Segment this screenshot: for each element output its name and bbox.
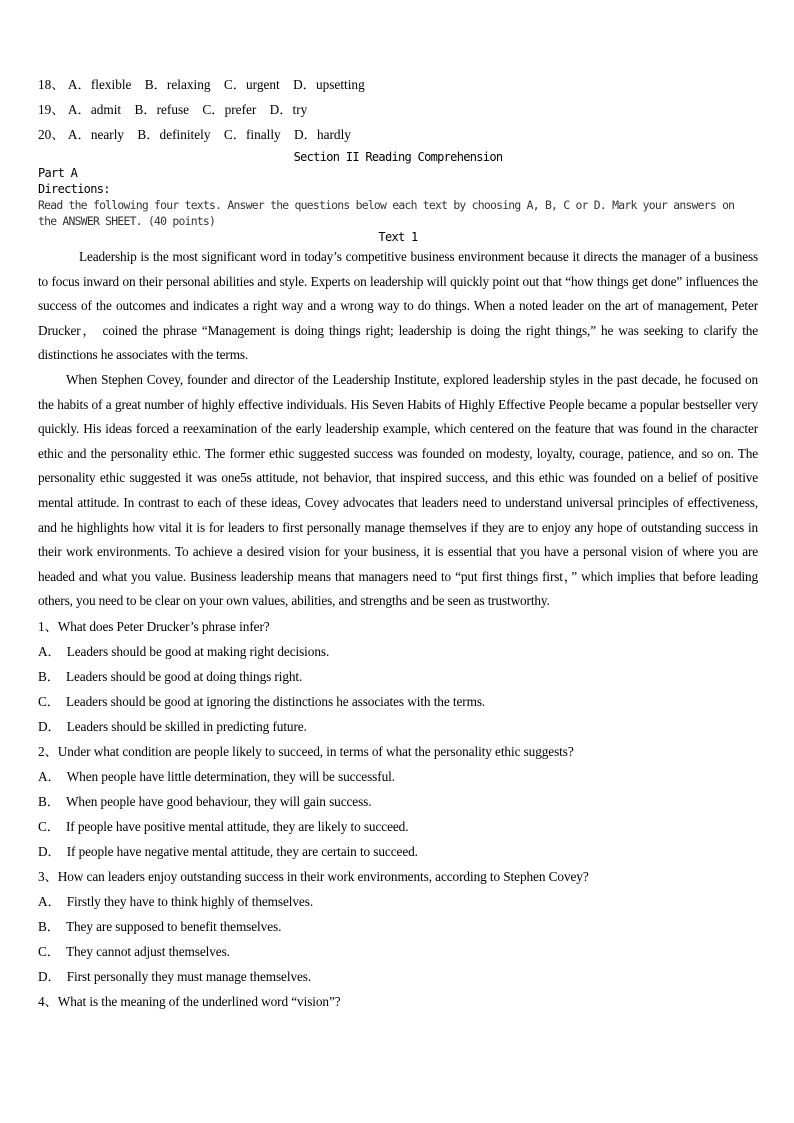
directions-label: Directions: — [38, 182, 110, 196]
question-4 — [38, 989, 758, 1014]
answer-option — [38, 814, 758, 839]
option-text: Leaders should be good at making right decisions. — [66, 643, 330, 659]
question-3 — [38, 864, 758, 989]
option-label: C． — [38, 818, 60, 834]
cloze-option-row — [38, 72, 758, 97]
option-label: C． — [38, 943, 60, 959]
answer-option — [38, 964, 758, 989]
question-stem: 4、What is the meaning of the underlined word “vision”? — [38, 993, 341, 1009]
text-title: Text 1 — [378, 230, 418, 244]
cloze-option: B．refuse — [134, 102, 190, 117]
option-label: B． — [38, 668, 60, 684]
section-title: Section II Reading Comprehension — [293, 150, 503, 164]
cloze-option: C．urgent — [223, 77, 280, 92]
cloze-option: D．hardly — [294, 127, 351, 142]
option-label: A． — [38, 768, 61, 784]
cloze-number: 20、 — [38, 127, 65, 142]
answer-option — [38, 939, 758, 964]
directions-text: Read the following four texts. Answer the questions below each text by choosing A, B, C or D. Mark your answers on the ANSWER SHEET. (40 points) — [38, 198, 735, 228]
cloze-option: A．nearly — [67, 127, 125, 142]
option-text: First personally they must manage themselves. — [66, 968, 312, 984]
option-text: Leaders should be skilled in predicting future. — [66, 718, 307, 734]
option-label: A． — [38, 643, 61, 659]
answer-option — [38, 889, 758, 914]
option-label: D． — [38, 968, 61, 984]
cloze-number: 18、 — [38, 77, 65, 92]
option-label: D． — [38, 843, 61, 859]
answer-option — [38, 689, 758, 714]
option-label: B． — [38, 793, 60, 809]
option-text: They are supposed to benefit themselves. — [65, 918, 282, 934]
question-1 — [38, 614, 758, 739]
option-text: When people have little determination, they will be successful. — [66, 768, 395, 784]
option-label: C． — [38, 693, 60, 709]
exam-page — [38, 72, 758, 1014]
option-text: Leaders should be good at doing things right. — [65, 668, 303, 684]
option-text: When people have good behaviour, they will gain success. — [65, 793, 372, 809]
question-stem: 3、How can leaders enjoy outstanding success in their work environments, according to Stephen Covey? — [38, 868, 589, 884]
part-heading: Part A — [38, 166, 78, 180]
answer-option — [38, 714, 758, 739]
cloze-option: B．definitely — [137, 127, 211, 142]
question-2 — [38, 739, 758, 864]
answer-option — [38, 664, 758, 689]
cloze-option: B．relaxing — [144, 77, 211, 92]
answer-option — [38, 639, 758, 664]
answer-option — [38, 764, 758, 789]
option-label: A． — [38, 893, 61, 909]
option-text: If people have positive mental attitude, they are likely to succeed. — [65, 818, 409, 834]
cloze-option-row — [38, 122, 758, 147]
option-text: They cannot adjust themselves. — [65, 943, 230, 959]
answer-option — [38, 839, 758, 864]
answer-option — [38, 789, 758, 814]
option-label: B． — [38, 918, 60, 934]
cloze-option: D．try — [269, 102, 308, 117]
question-stem: 2、Under what condition are people likely to succeed, in terms of what the personality ethic suggests? — [38, 743, 574, 759]
option-text: If people have negative mental attitude, they are certain to succeed. — [66, 843, 418, 859]
option-text: Firstly they have to think highly of themselves. — [66, 893, 314, 909]
cloze-number: 19、 — [38, 102, 65, 117]
cloze-options — [38, 72, 758, 147]
passage-paragraph: When Stephen Covey, founder and director of the Leadership Institute, explored leadership styles in the past decade, he focused on the habits of a great number of highly effective individuals. His Seven Habits of Highly Effective People became a popular bestseller very quickly. His ideas forced a reexamination of the early leadership example, which centered on the feature that was found in the character ethic and the personality ethic. The former ethic suggested success was founded on modesty, loyalty, courage, patience, and so on. The personality ethic suggested it was one5s attitude, not behavior, that inspired success, and this ethic was founded on a belief of positive mental attitude. In contrast to each of these ideas, Covey advocates that leaders need to understand universal principles of effectiveness, and he highlights how vital it is for leaders to first personally manage themselves if they are to enjoy any hope of outstanding success in their work environments. To achieve a desired vision for your business, it is essential that you have a personal vision of where you are headed and what you value. Business leadership means that managers need to “put first things first，” which implies that before leading others, you need to be clear on your own values, abilities, and strengths and be seen as trustworthy. — [38, 371, 758, 609]
cloze-option-row — [38, 97, 758, 122]
cloze-option: C．finally — [223, 127, 281, 142]
question-stem: 1、What does Peter Drucker’s phrase infer? — [38, 618, 270, 634]
cloze-option: D．upsetting — [293, 77, 365, 92]
answer-option — [38, 914, 758, 939]
cloze-option: A．flexible — [67, 77, 132, 92]
cloze-option: A．admit — [67, 102, 122, 117]
option-text: Leaders should be good at ignoring the distinctions he associates with the terms. — [65, 693, 486, 709]
passage-paragraph: Leadership is the most significant word in today’s competitive business environment because it directs the manager of a business to focus inward on their personal abilities and style. Experts on leadership will quickly point out that “how things get done” influences the success of the outcomes and indicates a right way and a wrong way to do things. When a noted leader on the art of management, Peter Drucker， coined the phrase “Management is doing things right; leadership is doing the right things,” he was seeking to clarify the distinctions he associates with the terms. — [38, 249, 758, 363]
cloze-option: C．prefer — [202, 102, 257, 117]
option-label: D． — [38, 718, 61, 734]
